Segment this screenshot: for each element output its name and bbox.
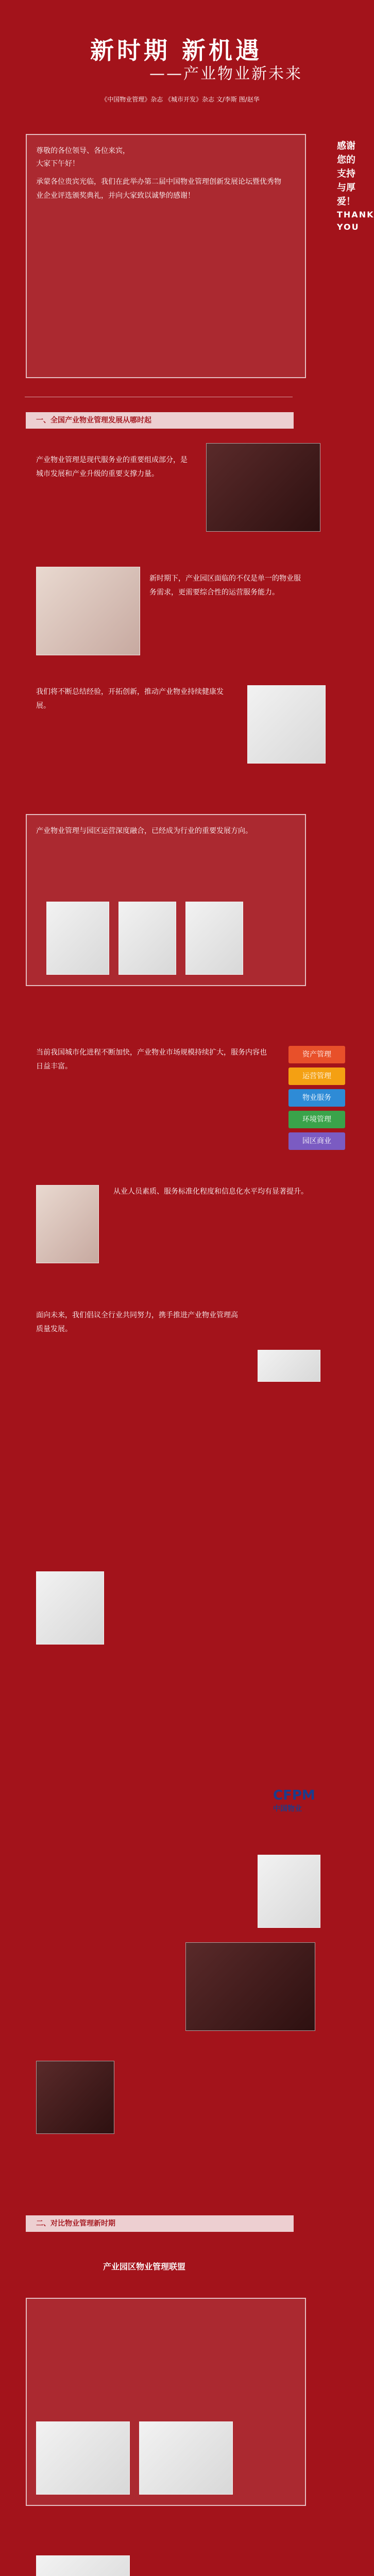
service-paragraph: 当前我国城市化进程不断加快，产业物业市场规模持续扩大，服务内容也日益丰富。 <box>36 1048 267 1071</box>
growth-paragraph: 从业人员素质、服务标准化程度和信息化水平均有显著提升。 <box>113 1188 308 1196</box>
intro-greeting: 尊敬的各位领导、各位来宾， <box>36 147 130 155</box>
intro-greeting-2: 大家下午好！ <box>36 160 79 168</box>
publication-paragraph: 产业物业管理与园区运营深度融合，已经成为行业的重要发展方向。 <box>36 827 252 835</box>
person-puzzle-image <box>247 685 326 764</box>
service-item-property: 物业服务 <box>288 1089 345 1107</box>
page-title: 新时期 新机遇 <box>90 37 263 64</box>
service-list <box>288 1046 345 1154</box>
magazine-cover-3 <box>185 902 243 975</box>
service-item-operation: 运营管理 <box>288 1067 345 1085</box>
institute-logo: 产业园区物业管理联盟 <box>103 2262 186 2272</box>
section1-paragraph-2: 新时期下，产业园区面临的不仅是单一的物业服务需求，更需要综合性的运营服务能力。 <box>149 574 301 597</box>
section-tag-1: 一、全国产业物业管理发展从哪时起 <box>26 412 294 429</box>
meta-line: 《中国物业管理》杂志 《城市开发》杂志 文/李斯 图/赵华 <box>101 96 260 103</box>
cfpm-logo <box>273 1788 345 1850</box>
section1-paragraph-3: 我们将不断总结经验，开拓创新，推动产业物业持续健康发展。 <box>36 688 224 710</box>
cfpm-logo-text: CFPM <box>273 1788 315 1803</box>
conference-photo-1 <box>36 2421 130 2495</box>
conference-photo-2 <box>139 2421 233 2495</box>
header <box>0 0 366 83</box>
city-night-image <box>36 2061 114 2134</box>
org-logo-image <box>258 1350 320 1382</box>
network-paragraph: 面向未来，我们倡议全行业共同努力，携手推进产业物业管理高质量发展。 <box>36 1311 238 1333</box>
section1-paragraph: 产业物业管理是现代服务业的重要组成部分，是城市发展和产业升级的重要支撑力量。 <box>36 456 188 478</box>
side-text <box>337 139 374 233</box>
side-text-en: THANK YOU <box>337 210 374 232</box>
conference-photo-3 <box>36 2555 130 2576</box>
service-item-environment: 环境管理 <box>288 1111 345 1128</box>
page-subtitle: ——产业物业新未来 <box>149 65 302 83</box>
city-skyline-image <box>185 1942 315 2031</box>
wood-blocks-image <box>36 567 140 655</box>
building-image-3 <box>258 1855 320 1928</box>
magazine-cover-1 <box>46 902 109 975</box>
building-image-1 <box>36 1185 99 1263</box>
service-item-commerce: 园区商业 <box>288 1132 345 1150</box>
side-text-cn: 感谢您的支持与厚爱！ <box>337 141 355 207</box>
service-item-asset: 资产管理 <box>288 1046 345 1063</box>
chain-lock-image <box>206 443 320 532</box>
building-image-2 <box>36 1571 104 1645</box>
section-tag-2: 二、对比物业管理新时期 <box>26 2215 294 2232</box>
cfpm-logo-sub: 中国物业 <box>273 1805 302 1813</box>
intro-paragraph: 承蒙各位贵宾光临，我们在此举办第二届中国物业管理创新发展论坛暨优秀物业企业评选颁奖典礼，并向大家致以诚挚的感谢！ <box>36 178 281 200</box>
magazine-cover-2 <box>118 902 176 975</box>
